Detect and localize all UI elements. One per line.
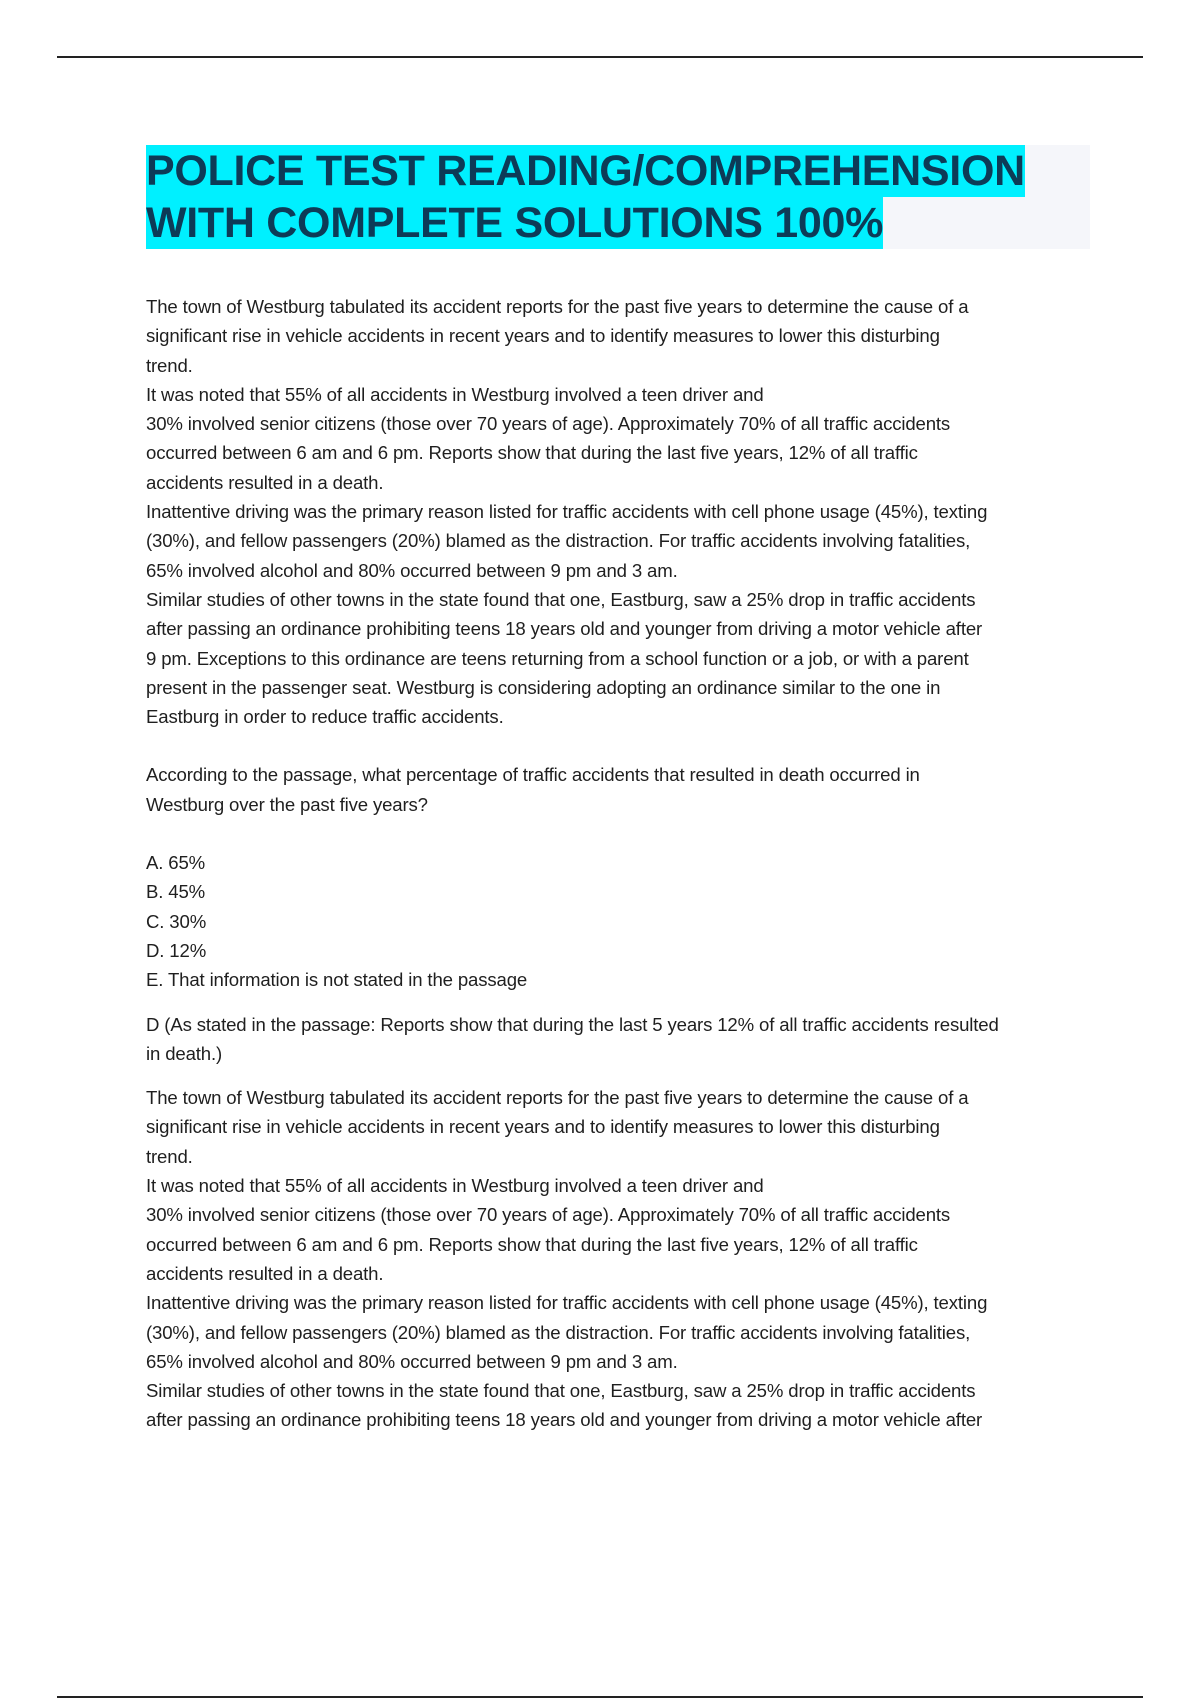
text-line: after passing an ordinance prohibiting teens 18 years old and younger from driving a motor vehicle after	[146, 1409, 983, 1431]
spacer	[146, 1068, 1091, 1083]
spacer	[146, 731, 1091, 760]
spacer	[146, 995, 1091, 1010]
repeat-causes	[146, 1288, 1091, 1376]
text-line: The town of Westburg tabulated its accident reports for the past five years to determine the cause of a	[146, 1087, 969, 1109]
text-line: 30% involved senior citizens (those over 70 years of age). Approximately 70% of all traffic accidents	[146, 413, 951, 435]
question-text	[146, 760, 1091, 819]
option-c: C. 30%	[146, 910, 207, 932]
text-line: Similar studies of other towns in the state found that one, Eastburg, saw a 25% drop in traffic accidents	[146, 1380, 976, 1402]
text-line: accidents resulted in a death.	[146, 471, 384, 493]
text-line: The town of Westburg tabulated its accident reports for the past five years to determine the cause of a	[146, 296, 969, 317]
text-line: present in the passenger seat. Westburg is considering adopting an ordinance similar to the one in	[146, 676, 941, 698]
text-line: occurred between 6 am and 6 pm. Reports show that during the last five years, 12% of all traffic	[146, 442, 918, 464]
text-line: Westburg over the past five years?	[146, 793, 428, 815]
repeat-stats	[146, 1171, 1091, 1288]
passage-stats	[146, 380, 1091, 497]
text-line: Inattentive driving was the primary reason listed for traffic accidents with cell phone usage (45%), texting	[146, 1292, 988, 1314]
repeat-intro	[146, 1083, 1091, 1171]
answer-explanation	[146, 1010, 1091, 1069]
text-line: Eastburg in order to reduce traffic accidents.	[146, 706, 504, 728]
text-line: (30%), and fellow passengers (20%) blamed as the distraction. For traffic accidents involving fatalities,	[146, 1321, 971, 1343]
spacer	[146, 819, 1091, 848]
title-line-2: WITH COMPLETE SOLUTIONS 100%	[146, 199, 884, 247]
text-line: Inattentive driving was the primary reason listed for traffic accidents with cell phone usage (45%), texting	[146, 501, 988, 523]
text-line: trend.	[146, 1145, 193, 1167]
option-b: B. 45%	[146, 881, 206, 903]
text-line: 30% involved senior citizens (those over 70 years of age). Approximately 70% of all traffic accidents	[146, 1204, 951, 1226]
text-line: (30%), and fellow passengers (20%) blamed as the distraction. For traffic accidents involving fatalities,	[146, 530, 971, 552]
text-line: Similar studies of other towns in the state found that one, Eastburg, saw a 25% drop in traffic accidents	[146, 588, 976, 610]
passage-intro	[146, 292, 1091, 380]
text-line: 65% involved alcohol and 80% occurred between 9 pm and 3 am.	[146, 559, 678, 581]
text-line: trend.	[146, 354, 193, 376]
text-line: It was noted that 55% of all accidents in Westburg involved a teen driver and	[146, 383, 764, 405]
text-line: D (As stated in the passage: Reports show that during the last 5 years 12% of all traffic accidents resulted	[146, 1013, 999, 1035]
header-rule	[57, 56, 1143, 58]
document-body	[146, 292, 1091, 1435]
repeat-study	[146, 1376, 1091, 1435]
footer-rule	[57, 1696, 1143, 1698]
title-line-1: POLICE TEST READING/COMPREHENSION	[146, 147, 1025, 195]
text-line: According to the passage, what percentage of traffic accidents that resulted in death occurred in	[146, 764, 920, 786]
text-line: significant rise in vehicle accidents in recent years and to identify measures to lower this disturbing	[146, 325, 940, 347]
answer-options	[146, 848, 1091, 994]
passage-causes	[146, 497, 1091, 585]
text-line: occurred between 6 am and 6 pm. Reports show that during the last five years, 12% of all traffic	[146, 1233, 918, 1255]
text-line: 9 pm. Exceptions to this ordinance are teens returning from a school function or a job, or with a parent	[146, 647, 969, 669]
text-line: It was noted that 55% of all accidents in Westburg involved a teen driver and	[146, 1175, 764, 1197]
text-line: in death.)	[146, 1042, 223, 1064]
text-line: accidents resulted in a death.	[146, 1262, 384, 1284]
passage-study	[146, 585, 1091, 731]
text-line: 65% involved alcohol and 80% occurred between 9 pm and 3 am.	[146, 1350, 678, 1372]
document-title	[146, 145, 1090, 249]
option-a: A. 65%	[146, 852, 206, 874]
text-line: significant rise in vehicle accidents in recent years and to identify measures to lower this disturbing	[146, 1116, 940, 1138]
option-d: D. 12%	[146, 939, 207, 961]
option-e: E. That information is not stated in the passage	[146, 969, 528, 991]
text-line: after passing an ordinance prohibiting teens 18 years old and younger from driving a motor vehicle after	[146, 618, 983, 640]
